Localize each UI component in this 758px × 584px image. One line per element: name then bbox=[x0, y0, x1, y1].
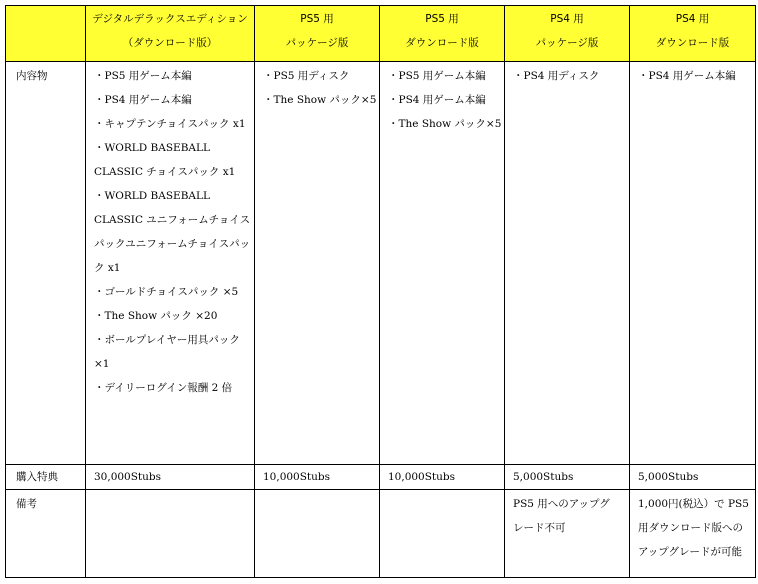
notes-ps5-download bbox=[380, 490, 505, 578]
header-corner bbox=[6, 6, 86, 62]
notes-ps5-package bbox=[255, 490, 380, 578]
contents-deluxe bbox=[86, 62, 255, 465]
notes-ps4-package bbox=[505, 490, 630, 578]
list-item: パックユニフォームチョイスパッ bbox=[94, 238, 251, 250]
contents-ps5-package bbox=[255, 62, 380, 465]
list-item: ・デイリーログイン報酬 2 倍 bbox=[94, 382, 233, 394]
list-item: CLASSIC ユニフォームチョイス bbox=[94, 214, 251, 226]
list-item: ・PS5 用ゲーム本編 bbox=[388, 70, 486, 82]
notes-deluxe bbox=[86, 490, 255, 578]
list-item: ・PS5 用ゲーム本編 bbox=[94, 70, 192, 82]
list-item: ・PS4 用ゲーム本編 bbox=[388, 94, 486, 106]
list-item: ・PS5 用ディスク bbox=[263, 70, 350, 82]
note-line: アップグレードが可能 bbox=[638, 546, 742, 558]
list-item: ・The Show パック×5 bbox=[388, 118, 502, 130]
row-label-contents: 内容物 bbox=[6, 62, 86, 465]
list-item: ・WORLD BASEBALL bbox=[94, 190, 210, 202]
list-item: ・ボールプレイヤー用具パック bbox=[94, 334, 240, 346]
list-item: ・PS4 用ゲーム本編 bbox=[94, 94, 192, 106]
contents-ps4-package bbox=[505, 62, 630, 465]
header-ps4-package: PS4 用 パッケージ版 bbox=[505, 6, 630, 62]
list-item: CLASSIC チョイスパック x1 bbox=[94, 166, 236, 178]
bonus-row bbox=[6, 465, 756, 490]
list-item: ・PS4 用ディスク bbox=[513, 70, 600, 82]
bonus-ps5-package: 10,000Stubs bbox=[255, 465, 380, 490]
edition-comparison-table bbox=[5, 5, 756, 578]
header-deluxe: デジタルデラックスエディション （ダウンロード版） bbox=[86, 6, 255, 62]
list-item: ・The Show パック ×20 bbox=[94, 310, 218, 322]
list-item: ・ゴールドチョイスパック ×5 bbox=[94, 286, 239, 298]
header-ps5-package: PS5 用 パッケージ版 bbox=[255, 6, 380, 62]
list-item: ・キャプテンチョイスパック x1 bbox=[94, 118, 246, 130]
list-item: ク x1 bbox=[94, 262, 121, 274]
note-line: 1,000円(税込）で PS5 bbox=[638, 498, 749, 510]
bonus-ps5-download: 10,000Stubs bbox=[380, 465, 505, 490]
contents-ps4-download bbox=[630, 62, 756, 465]
notes-row bbox=[6, 490, 756, 578]
note-line: 用ダウンロード版への bbox=[638, 522, 743, 534]
row-label-notes: 備考 bbox=[6, 490, 86, 578]
note-line: レード不可 bbox=[513, 522, 566, 534]
bonus-ps4-download: 5,000Stubs bbox=[630, 465, 756, 490]
row-label-bonus: 購入特典 bbox=[6, 465, 86, 490]
header-ps4-download: PS4 用 ダウンロード版 bbox=[630, 6, 756, 62]
bonus-deluxe: 30,000Stubs bbox=[86, 465, 255, 490]
contents-row bbox=[6, 62, 756, 465]
contents-ps5-download bbox=[380, 62, 505, 465]
list-item: ・PS4 用ゲーム本編 bbox=[638, 70, 736, 82]
notes-ps4-download bbox=[630, 490, 756, 578]
list-item: ・The Show パック×5 bbox=[263, 94, 377, 106]
list-item: ・WORLD BASEBALL bbox=[94, 142, 210, 154]
note-line: PS5 用へのアップグ bbox=[513, 498, 610, 510]
list-item: ×1 bbox=[94, 358, 110, 370]
header-row bbox=[6, 6, 756, 62]
bonus-ps4-package: 5,000Stubs bbox=[505, 465, 630, 490]
header-ps5-download: PS5 用 ダウンロード版 bbox=[380, 6, 505, 62]
